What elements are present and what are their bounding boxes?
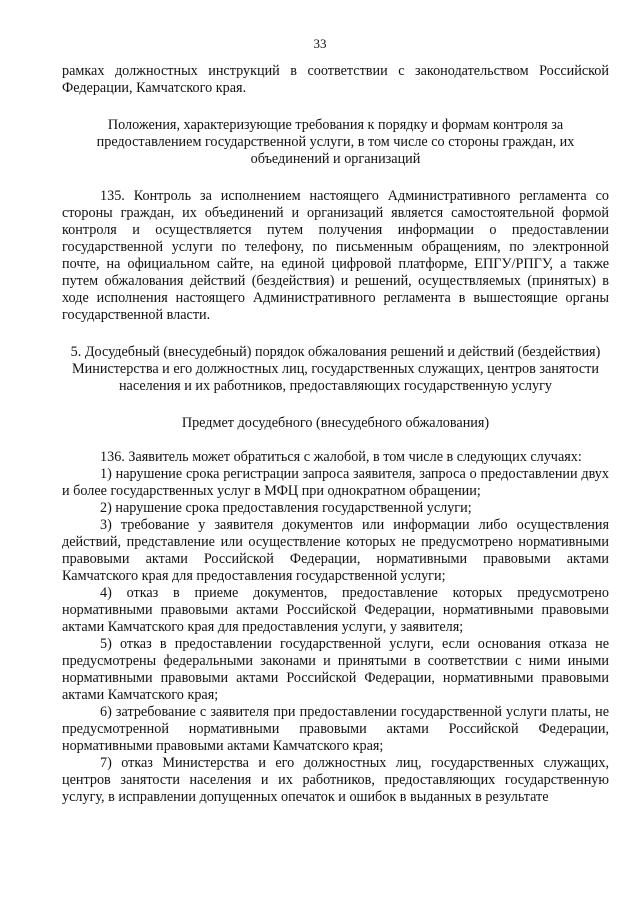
list-item-3: 3) требование у заявителя документов или информации либо осуществления действий, представление или осуществление которых не предусмотрено нормативными правовыми актами Российской Федерации, нормативными правовыми актами Камчатского края для предоставления государственной услуги;	[62, 517, 609, 584]
list-item-6: 6) затребование с заявителя при предоставлении государственной услуги платы, не предусмотренной нормативными правовыми актами Российской Федерации, нормативными правовыми актами Камчатского края;	[62, 704, 609, 754]
page-number: 33	[313, 36, 327, 51]
section-5-heading: 5. Досудебный (внесудебный) порядок обжалования решений и действий (бездействия) Министерства и его должностных лиц, государственных служащих, центров занятости населения и их работников, предоставляющих государственную услугу	[70, 344, 601, 394]
list-item-7: 7) отказ Министерства и его должностных лиц, государственных служащих, центров занятости населения и их работников, предоставляющих государственную услугу, в исправлении допущенных опечаток и ошибок в выданных в результате	[62, 755, 609, 805]
list-item-1: 1) нарушение срока регистрации запроса заявителя, запроса о предоставлении двух и более государственных услуг в МФЦ при однократном обращении;	[62, 466, 609, 499]
paragraph-136: 136. Заявитель может обратиться с жалобой, в том числе в следующих случаях:	[100, 449, 582, 465]
intro-paragraph: рамках должностных инструкций в соответствии с законодательством Российской Федерации, Камчатского края.	[62, 63, 609, 96]
control-heading: Положения, характеризующие требования к порядку и формам контроля за предоставлением государственной услуги, в том числе со стороны граждан, их объединений и организаций	[96, 117, 575, 167]
document-body	[62, 63, 609, 806]
paragraph-135: 135. Контроль за исполнением настоящего Административного регламента со стороны граждан, их объединений и организаций является самостоятельной формой контроля и осуществляется путем получения информации о предоставлении государственной услуги по телефону, по письменным обращениям, по электронной почте, на официальном сайте, на единой цифровой платформе, ЕПГУ/РПГУ, а также путем обжалования действий (бездействия) и решений, осуществляемых (принятых) в ходе исполнения настоящего Административного регламента в вышестоящие органы государственной власти.	[62, 188, 609, 323]
subject-heading: Предмет досудебного (внесудебного обжалования)	[181, 415, 490, 431]
list-item-4: 4) отказ в приеме документов, предоставление которых предусмотрено нормативными правовыми актами Российской Федерации, нормативными правовыми актами Камчатского края для предоставления услуги, у заявителя;	[62, 585, 609, 635]
list-item-5: 5) отказ в предоставлении государственной услуги, если основания отказа не предусмотрены федеральными законами и принятыми в соответствии с ними иными нормативными правовыми актами Российской Федерации, нормативными правовыми актами Камчатского края;	[62, 636, 609, 703]
list-item-2: 2) нарушение срока предоставления государственной услуги;	[100, 500, 472, 516]
